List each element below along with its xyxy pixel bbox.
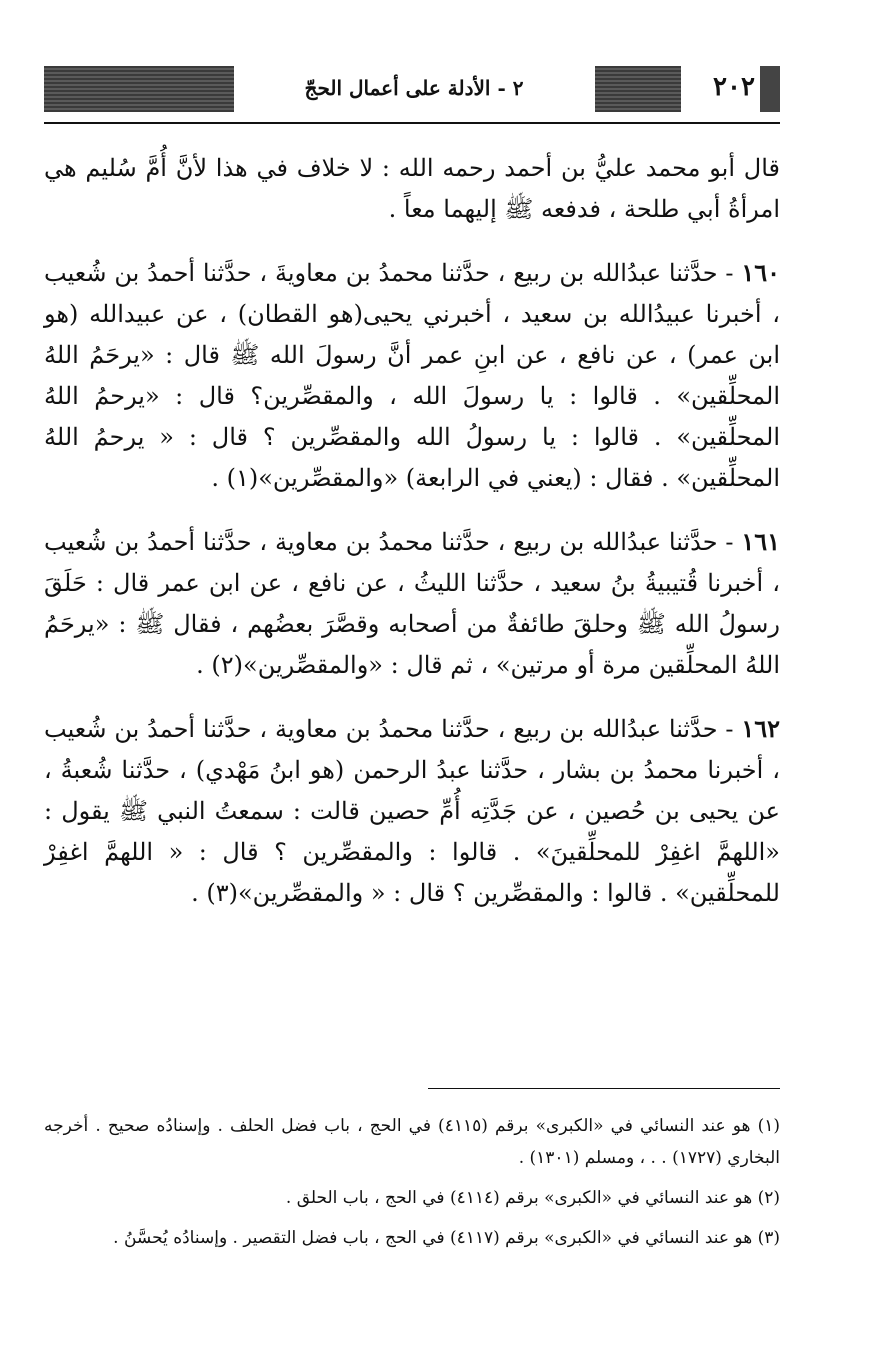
paragraph-text: قال أبو محمد عليُّ بن أحمد رحمه الله : لا خلاف في هذا لأنَّ أُمَّ سُليم هي امرأةُ أبي طلحة ، فدفعه ﷺ إليهما معاً . — [44, 154, 780, 223]
hadith-number: ١٦٢ — [741, 714, 780, 743]
main-text — [44, 148, 780, 936]
hadith-text: - حدَّثنا عبدُالله بن ربيع ، حدَّثنا محمدُ بن معاوية ، حدَّثنا أحمدُ بن شُعيب ، أخبرنا قُتيبيةُ بنُ سعيد ، حدَّثنا الليثُ ، عن نافع ، عن ابن عمر قال : حَلَقَ رسولُ الله ﷺ وحلقَ طائفةٌ من أصحابه وقصَّرَ بعضُهم ، فقال ﷺ : «يرحَمُ اللهُ المحلِّقين مرة أو مرتين» ، ثم قال : «والمقصِّرين»(٢) . — [44, 528, 781, 679]
hadith-text: - حدَّثنا عبدُالله بن ربيع ، حدَّثنا محمدُ بن معاويةَ ، حدَّثنا أحمدُ بن شُعيب ، أخبرنا عبيدُالله بن سعيد ، أخبرني يحيى(هو القطان) ، عن عبيدالله (هو ابن عمر) ، عن نافع ، عن ابنِ عمر أنَّ رسولَ الله ﷺ قال : «يرحَمُ اللهُ المحلِّقين» . قالوا : يا رسولَ الله ، والمقصِّرين؟ قال : «يرحمُ اللهُ المحلِّقين» . قالوا : يا رسولُ الله والمقصِّرين ؟ قال : « يرحمُ اللهُ المحلِّقين» . فقال : (يعني في الرابعة) «والمقصِّرين»(١) . — [44, 259, 780, 492]
hadith-number: ١٦٠ — [741, 258, 780, 287]
paragraph — [44, 148, 780, 230]
footnote: (٢) هو عند النسائي في «الكبرى» برقم (٤١١٤) في الحج ، باب الحلق . — [285, 1188, 780, 1208]
footnote-divider — [428, 1088, 780, 1089]
page-number: ٢٠٢ — [713, 72, 755, 102]
hadith-paragraph-161 — [44, 521, 780, 686]
footnote: (٣) هو عند النسائي في «الكبرى» برقم (٤١١٧) في الحج ، باب فضل التقصير . وإسنادُه يُحسَّنُ . — [113, 1228, 780, 1248]
header-decorative-bar-left — [44, 66, 234, 112]
page-header — [44, 62, 780, 118]
header-divider — [44, 122, 780, 124]
hadith-paragraph-160 — [44, 252, 780, 499]
footnotes — [44, 1110, 780, 1262]
footnote: (١) هو عند النسائي في «الكبرى» برقم (٤١١٥) في الحج ، باب فضل الحلف . وإسنادُه صحيح . أخرجه البخاري (١٧٢٧) . . ، ومسلم (١٣٠١) . — [44, 1116, 780, 1168]
header-decorative-bar-right — [595, 66, 681, 112]
hadith-paragraph-162 — [44, 708, 780, 914]
hadith-text: - حدَّثنا عبدُالله بن ربيع ، حدَّثنا محمدُ بن معاوية ، حدَّثنا أحمدُ بن شُعيب ، أخبرنا محمدُ بن بشار ، حدَّثنا عبدُ الرحمن (هو ابنُ مَهْدي) ، حدَّثنا شُعبةُ ، عن يحيى بن حُصين ، عن جَدَّتِه أُمِّ حصين قالت : سمعتُ النبي ﷺ يقول : «اللهمَّ اغفِرْ للمحلِّقينَ» . قالوا : والمقصِّرين ؟ قال : « اللهمَّ اغفِرْ للمحلِّقين» . قالوا : والمقصِّرين ؟ قال : « والمقصِّرين»(٣) . — [44, 715, 780, 907]
header-edge-mark — [760, 66, 780, 112]
hadith-number: ١٦١ — [741, 527, 780, 556]
running-title: ٢ - الأدلة على أعمال الحجّ — [304, 76, 524, 100]
